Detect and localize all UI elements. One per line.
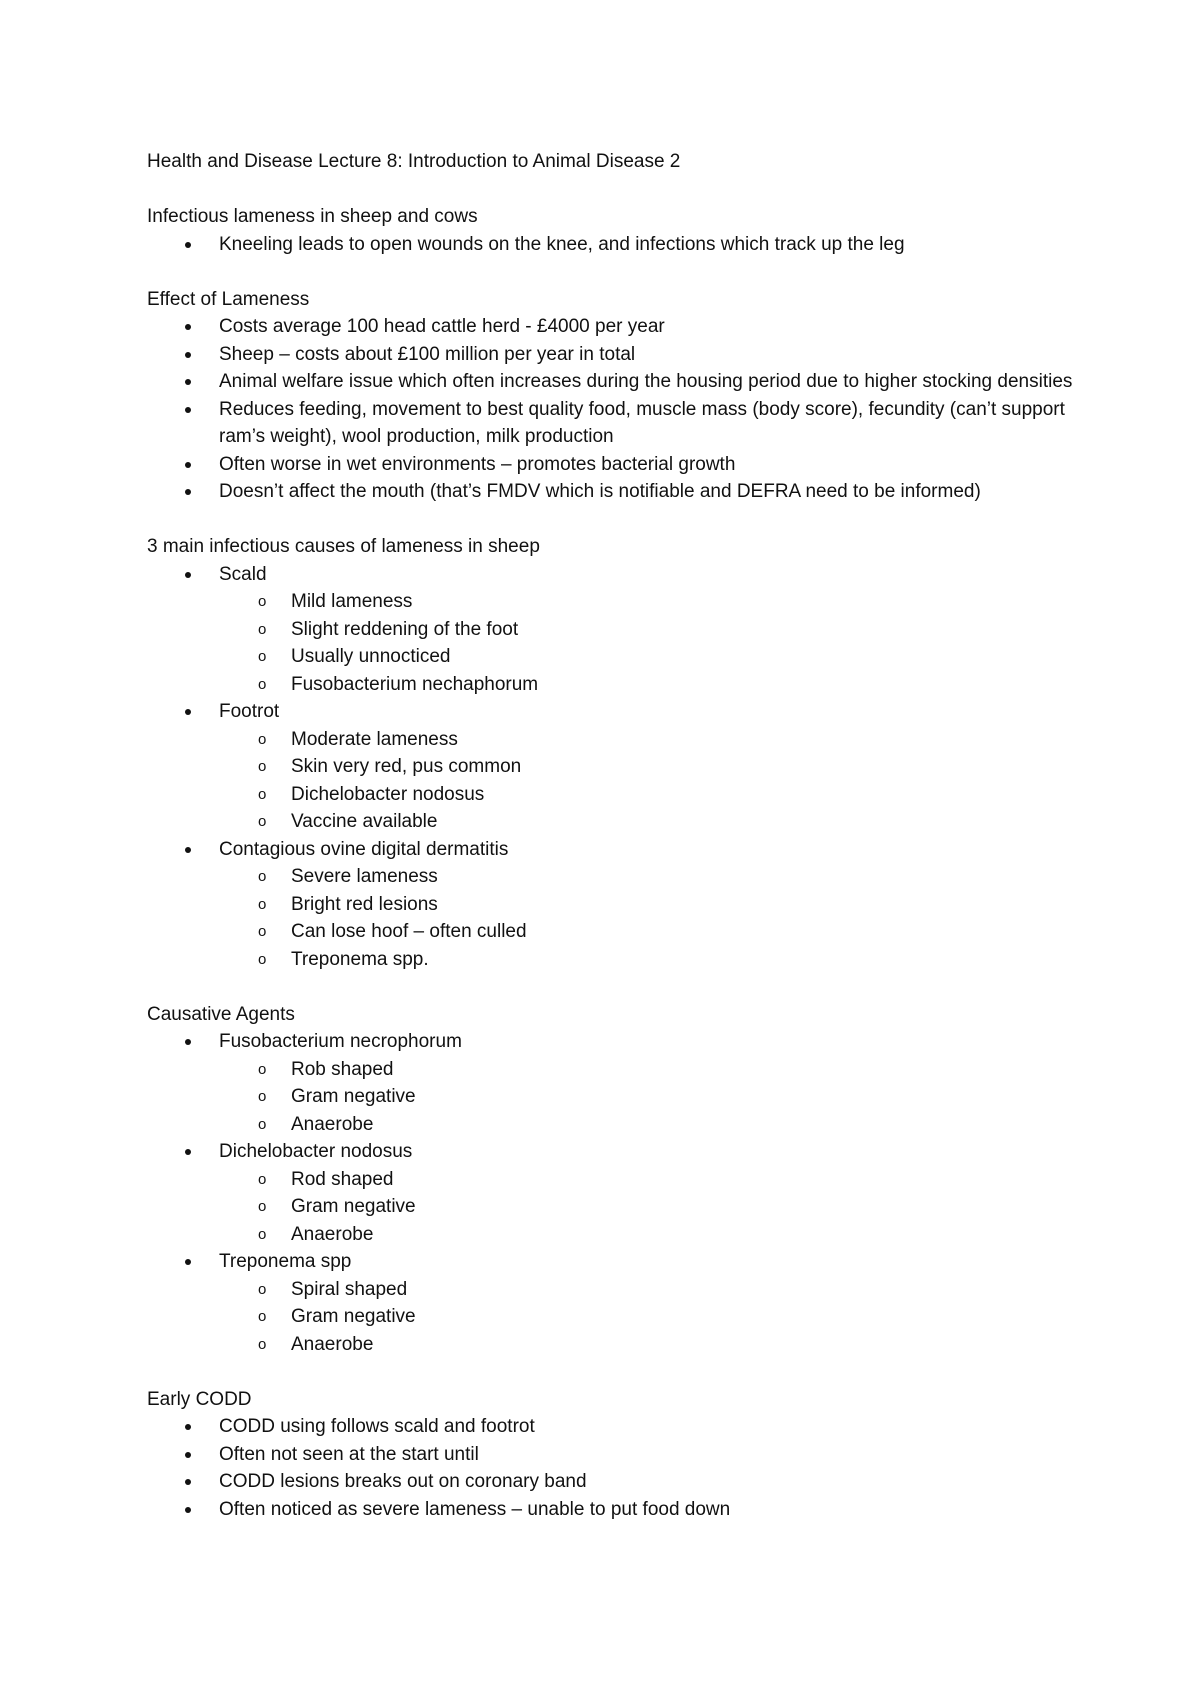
bullet-item [147, 1138, 1107, 1248]
bullet-item [147, 478, 1107, 506]
sub-bullet-marker-icon: o [258, 1198, 267, 1215]
sub-bullet-marker-icon: o [258, 758, 267, 775]
bullet-dot-icon [185, 407, 191, 413]
bullet-item [147, 698, 1107, 836]
sub-bullet-marker-icon: o [258, 593, 267, 610]
bullet-dot-icon [185, 352, 191, 358]
bullet-text: CODD using follows scald and footrot [219, 1416, 535, 1437]
document-title: Health and Disease Lecture 8: Introduction to Animal Disease 2 [147, 151, 681, 172]
sub-bullet-marker-icon: o [258, 1225, 267, 1243]
bullet-item [147, 451, 1107, 479]
sub-bullet-text: Rob shaped [291, 1058, 394, 1080]
sub-bullet-text: Severe lameness [291, 866, 438, 887]
sub-bullet-list [219, 726, 1107, 836]
sub-bullet-text: Anaerobe [291, 1333, 374, 1355]
sub-bullet-marker-icon: o [258, 785, 267, 803]
sub-bullet-text: Can lose hoof – often culled [291, 921, 527, 942]
sub-bullet-item [219, 753, 1107, 781]
sub-bullet-list [219, 863, 1107, 973]
sub-bullet-marker-icon: o [258, 1088, 267, 1105]
sub-bullet-item [219, 726, 1107, 754]
section [147, 1001, 1107, 1359]
bullet-item [147, 1496, 1107, 1524]
sub-bullet-item [219, 781, 1107, 809]
sub-bullet-text: Gram negative [291, 1196, 416, 1217]
sub-bullet-list [219, 588, 1107, 698]
bullet-list [147, 313, 1107, 506]
sub-bullet-marker-icon: o [258, 730, 267, 748]
bullet-text: Animal welfare issue which often increases during the housing period due to higher stocking densities [219, 371, 1073, 392]
bullet-list [147, 1028, 1107, 1358]
bullet-text: Costs average 100 head cattle herd - £4000 per year [219, 316, 665, 337]
sub-bullet-text: Moderate lameness [291, 728, 458, 750]
sub-bullet-item [219, 1193, 1107, 1221]
sub-bullet-text: Fusobacterium nechaphorum [291, 673, 539, 695]
sub-bullet-item [219, 588, 1107, 616]
sub-bullet-marker-icon: o [258, 1170, 267, 1188]
bullet-text: Treponema spp [219, 1251, 352, 1272]
sub-bullet-text: Anaerobe [291, 1223, 374, 1245]
sub-bullet-marker-icon: o [258, 895, 267, 913]
sub-bullet-text: Skin very red, pus common [291, 756, 522, 777]
sub-bullet-marker-icon: o [258, 675, 267, 693]
bullet-dot-icon [185, 324, 191, 330]
bullet-text: Scald [219, 563, 267, 585]
bullet-item [147, 561, 1107, 699]
sub-bullet-item [219, 616, 1107, 644]
bullet-text: Footrot [219, 701, 280, 722]
sub-bullet-text: Mild lameness [291, 591, 413, 612]
bullet-item [147, 836, 1107, 974]
section [147, 1386, 1107, 1524]
sub-bullet-item [219, 808, 1107, 836]
sub-bullet-marker-icon: o [258, 868, 267, 885]
bullet-text: Fusobacterium necrophorum [219, 1031, 462, 1052]
bullet-dot-icon [185, 709, 191, 715]
bullet-dot-icon [185, 1259, 191, 1265]
section [147, 533, 1107, 973]
sub-bullet-list [219, 1166, 1107, 1249]
section-heading: Effect of Lameness [147, 288, 310, 310]
bullet-list [147, 231, 1107, 259]
bullet-item [147, 313, 1107, 341]
sub-bullet-item [219, 1111, 1107, 1139]
sub-bullet-marker-icon: o [258, 1335, 267, 1353]
bullet-dot-icon [185, 1479, 191, 1485]
sub-bullet-item [219, 1056, 1107, 1084]
bullet-text: Reduces feeding, movement to best quality food, muscle mass (body score), fecundity (can’t support ram’s weight), wool production, milk production [219, 398, 1065, 447]
sub-bullet-item [219, 1221, 1107, 1249]
bullet-item [147, 1028, 1107, 1138]
bullet-dot-icon [185, 489, 191, 495]
bullet-dot-icon [185, 1149, 191, 1155]
bullet-list [147, 561, 1107, 974]
sub-bullet-list [219, 1056, 1107, 1139]
bullet-text: Contagious ovine digital dermatitis [219, 838, 509, 860]
sub-bullet-text: Dichelobacter nodosus [291, 783, 485, 805]
section-heading: Early CODD [147, 1388, 252, 1410]
bullet-dot-icon [185, 1424, 191, 1430]
section [147, 286, 1107, 506]
bullet-dot-icon [185, 847, 191, 853]
sub-bullet-marker-icon: o [258, 648, 267, 665]
sub-bullet-item [219, 891, 1107, 919]
sub-bullet-item [219, 1303, 1107, 1331]
sub-bullet-marker-icon: o [258, 1280, 267, 1298]
bullet-text: CODD lesions breaks out on coronary band [219, 1471, 587, 1492]
bullet-dot-icon [185, 1039, 191, 1045]
bullet-item [147, 368, 1107, 396]
sub-bullet-text: Vaccine available [291, 811, 438, 832]
sub-bullet-item [219, 1276, 1107, 1304]
sub-bullet-text: Treponema spp. [291, 948, 429, 970]
document-page [147, 148, 1107, 1551]
sub-bullet-text: Usually unnocticed [291, 646, 451, 667]
sub-bullet-marker-icon: o [258, 813, 267, 830]
document-sections [147, 203, 1107, 1523]
sub-bullet-text: Bright red lesions [291, 893, 438, 915]
sub-bullet-text: Rod shaped [291, 1168, 394, 1190]
bullet-item [147, 1441, 1107, 1469]
bullet-dot-icon [185, 1452, 191, 1458]
bullet-text: Kneeling leads to open wounds on the knee, and infections which track up the leg [219, 233, 905, 255]
sub-bullet-item [219, 643, 1107, 671]
bullet-list [147, 1413, 1107, 1523]
sub-bullet-marker-icon: o [258, 1060, 267, 1078]
bullet-text: Often noticed as severe lameness – unable to put food down [219, 1498, 731, 1520]
sub-bullet-text: Gram negative [291, 1086, 416, 1107]
sub-bullet-item [219, 1166, 1107, 1194]
sub-bullet-marker-icon: o [258, 1308, 267, 1325]
sub-bullet-item [219, 1083, 1107, 1111]
section-heading: 3 main infectious causes of lameness in sheep [147, 536, 540, 557]
sub-bullet-item [219, 946, 1107, 974]
bullet-text: Dichelobacter nodosus [219, 1141, 413, 1162]
bullet-dot-icon [185, 379, 191, 385]
bullet-item [147, 396, 1107, 451]
sub-bullet-item [219, 1331, 1107, 1359]
bullet-text: Sheep – costs about £100 million per year in total [219, 343, 636, 365]
bullet-text: Often not seen at the start until [219, 1443, 479, 1465]
sub-bullet-marker-icon: o [258, 950, 267, 968]
bullet-dot-icon [185, 242, 191, 248]
sub-bullet-marker-icon: o [258, 620, 267, 638]
sub-bullet-text: Gram negative [291, 1306, 416, 1327]
bullet-dot-icon [185, 462, 191, 468]
sub-bullet-marker-icon: o [258, 1115, 267, 1133]
sub-bullet-item [219, 918, 1107, 946]
sub-bullet-item [219, 863, 1107, 891]
section [147, 203, 1107, 258]
bullet-dot-icon [185, 1507, 191, 1513]
bullet-text: Often worse in wet environments – promotes bacterial growth [219, 453, 736, 475]
section-heading: Infectious lameness in sheep and cows [147, 206, 478, 227]
bullet-item [147, 1248, 1107, 1358]
sub-bullet-marker-icon: o [258, 923, 267, 940]
bullet-item [147, 1413, 1107, 1441]
sub-bullet-text: Anaerobe [291, 1113, 374, 1135]
bullet-text: Doesn’t affect the mouth (that’s FMDV which is notifiable and DEFRA need to be informed) [219, 481, 981, 502]
section-heading: Causative Agents [147, 1003, 295, 1025]
bullet-dot-icon [185, 572, 191, 578]
sub-bullet-list [219, 1276, 1107, 1359]
bullet-item [147, 341, 1107, 369]
sub-bullet-text: Spiral shaped [291, 1278, 408, 1300]
bullet-item [147, 231, 1107, 259]
sub-bullet-item [219, 671, 1107, 699]
sub-bullet-text: Slight reddening of the foot [291, 618, 519, 640]
bullet-item [147, 1468, 1107, 1496]
